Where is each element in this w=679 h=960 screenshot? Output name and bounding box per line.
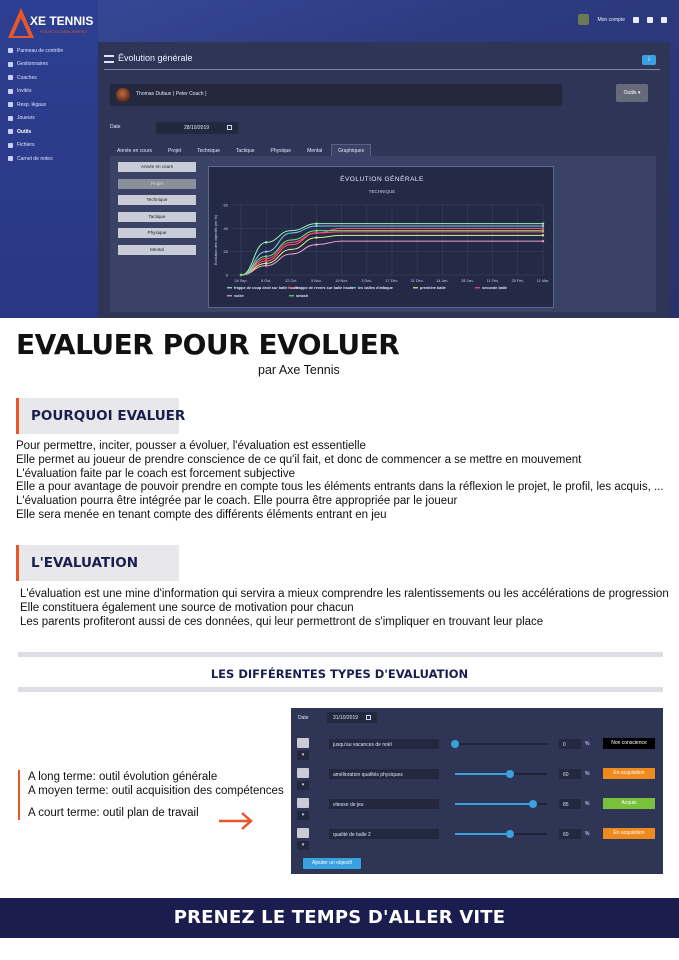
sidebar-item-panneau[interactable]: Panneau de contrôle bbox=[8, 44, 96, 58]
data-point bbox=[315, 222, 317, 224]
percent-sign: % bbox=[585, 741, 590, 747]
data-point bbox=[315, 229, 317, 231]
data-point bbox=[265, 250, 267, 252]
tab-mental[interactable]: Mental bbox=[307, 148, 323, 154]
chevron-down-icon[interactable]: ▾ bbox=[297, 811, 309, 820]
user-icon bbox=[8, 62, 13, 67]
date-label: Date bbox=[298, 715, 309, 721]
sidebar-item-coaches[interactable]: Coaches bbox=[8, 71, 96, 85]
x-tick-label: 17 Déc. bbox=[385, 279, 399, 283]
types-title: LES DIFFÉRENTES TYPES D'EVALUATION bbox=[210, 667, 469, 681]
y-tick-label: 20 bbox=[223, 249, 228, 255]
objective-row bbox=[291, 798, 663, 824]
tab-graphiques[interactable]: Graphiques bbox=[331, 144, 371, 158]
percent-sign: % bbox=[585, 831, 590, 837]
notebook-icon bbox=[8, 156, 13, 161]
data-point bbox=[265, 264, 267, 266]
sidebar-item-outils[interactable]: Outils bbox=[8, 125, 96, 139]
chevron-down-icon[interactable]: ▾ bbox=[297, 841, 309, 850]
legend-label: seconde balle bbox=[482, 286, 508, 290]
x-tick-label: 11 Fév. bbox=[486, 279, 499, 283]
objective-value[interactable]: 85 bbox=[559, 799, 581, 809]
sidebar-item-joueurs[interactable]: Joueurs bbox=[8, 112, 96, 126]
outils-button[interactable]: Outils ▾ bbox=[616, 84, 648, 102]
dashboard-icon bbox=[8, 48, 13, 53]
data-point bbox=[265, 257, 267, 259]
sidebar bbox=[0, 0, 98, 318]
section1-text: Pour permettre, inciter, pousser a évoluer, l'évaluation est essentielle Elle permet au joueur de prendre conscience de ce qu'il fait, et donc de commencer a se mettre en mouvement L'évaluation faite par le coach est forcement subjective Elle a pour avantage de pouvoir prendre en compte tous les éléments entrants dans la réflexion le projet, le profil, les acquis, ... L'évaluation pourra être intégrée par le coach. Elle pourra être appropriée par le joueur Elle sera menée en tenant compte des différents éléments entrant en jeu bbox=[16, 440, 664, 521]
section2-text: L'évaluation est une mine d'information qui servira a mieux comprendre les ralentissements ou les accélérations de progression Elle constituera également une source de motivation pour chacun Les parents profiteront aussi de ces données, qui leur permettront de s'impliquer en trouvant leur place bbox=[20, 588, 669, 628]
y-tick-label: 60 bbox=[223, 202, 228, 208]
legend-label: frappe de revers sur balle haute bbox=[296, 286, 354, 290]
date-input[interactable]: 31/10/2019 bbox=[327, 712, 377, 723]
line-chart bbox=[209, 167, 555, 309]
data-point bbox=[542, 240, 544, 242]
percent-sign: % bbox=[585, 801, 590, 807]
objective-name[interactable]: qualité de balle 2 bbox=[329, 829, 439, 839]
chart-btn-mental[interactable]: Mental bbox=[118, 245, 196, 255]
sidebar-item-invites[interactable]: Invités bbox=[8, 85, 96, 99]
app-screenshot bbox=[0, 0, 679, 318]
chevron-down-icon[interactable]: ▾ bbox=[297, 781, 309, 790]
x-tick-label: 28 Jan. bbox=[461, 279, 474, 283]
data-point bbox=[542, 225, 544, 227]
y-axis-label: Evolution des objectifs (en %) bbox=[214, 214, 218, 266]
data-point bbox=[240, 274, 242, 276]
user-icon bbox=[8, 116, 13, 121]
x-tick-label: 22 Oct. bbox=[285, 279, 298, 283]
sidebar-nav bbox=[8, 44, 96, 166]
chart-btn-annee[interactable]: Année en cours bbox=[118, 162, 196, 172]
progress-slider[interactable] bbox=[455, 803, 547, 805]
topbar-right bbox=[578, 14, 667, 25]
notification-icon[interactable] bbox=[633, 17, 639, 23]
percent-sign: % bbox=[585, 771, 590, 777]
sidebar-item-carnet[interactable]: Carnet de notes bbox=[8, 152, 96, 166]
objective-value[interactable]: 0 bbox=[559, 739, 581, 749]
data-point bbox=[315, 232, 317, 234]
data-point bbox=[542, 229, 544, 231]
legend-label: les balles d'attaque bbox=[358, 286, 393, 290]
info-button[interactable]: i bbox=[642, 55, 656, 65]
data-point bbox=[315, 236, 317, 238]
divider bbox=[18, 687, 663, 692]
chart-subtitle: TECHNIQUE bbox=[368, 189, 396, 194]
account-link[interactable]: Mon compte bbox=[597, 16, 625, 23]
x-tick-label: 24 Sep. bbox=[234, 279, 248, 283]
terms-list: A long terme: outil évolution générale A moyen terme: outil acquisition des compétences A court terme: outil plan de travail bbox=[18, 770, 284, 820]
chevron-down-icon[interactable]: ▾ bbox=[297, 751, 309, 760]
edit-icon[interactable] bbox=[297, 798, 309, 808]
tools-icon bbox=[8, 129, 13, 134]
file-icon bbox=[8, 143, 13, 148]
sidebar-item-resp-legaux[interactable]: Resp. lègaux bbox=[8, 98, 96, 112]
objective-row bbox=[291, 768, 663, 794]
tab-tactique[interactable]: Tactique bbox=[235, 148, 255, 154]
status-badge: Non conscience bbox=[603, 738, 655, 749]
x-tick-label: 5 Nov. bbox=[311, 279, 322, 283]
page-title: Évolution générale bbox=[118, 53, 193, 63]
slider-knob[interactable] bbox=[529, 800, 537, 808]
x-tick-label: 8 Oct. bbox=[261, 279, 272, 283]
x-tick-label: 25 Fév. bbox=[511, 279, 525, 283]
tab-physique[interactable]: Physique bbox=[270, 148, 292, 154]
data-point bbox=[542, 222, 544, 224]
logo-text: XE TENNIS bbox=[30, 14, 94, 28]
logo-subtitle: POUR GLOBALEMENT bbox=[40, 29, 88, 34]
player-name: Thomas Dufaux ( Peter Coach ) bbox=[136, 91, 207, 97]
objective-row bbox=[291, 738, 663, 764]
data-point bbox=[265, 255, 267, 257]
objective-name[interactable]: jusqu'au vacances de noël bbox=[329, 739, 439, 749]
calendar-icon[interactable] bbox=[366, 715, 371, 720]
page-header bbox=[104, 52, 660, 70]
objective-name[interactable]: vitesse de jeu bbox=[329, 799, 439, 809]
slider-knob[interactable] bbox=[451, 740, 459, 748]
chart-selector bbox=[118, 162, 196, 261]
section-heading: L'EVALUATION bbox=[16, 545, 179, 581]
data-point bbox=[315, 225, 317, 227]
legend-label: volée bbox=[234, 294, 244, 298]
x-tick-label: 11 Mar. bbox=[536, 279, 550, 283]
objective-value[interactable]: 60 bbox=[559, 769, 581, 779]
y-tick-label: 0 bbox=[225, 272, 228, 278]
add-objective-button[interactable]: Ajouter un objectif bbox=[303, 858, 361, 869]
arrow-right-icon bbox=[218, 811, 254, 831]
date-label: Date bbox=[110, 124, 121, 130]
calendar-icon[interactable] bbox=[227, 125, 232, 130]
player-avatar bbox=[116, 88, 130, 102]
legend-label: première balle bbox=[420, 286, 446, 290]
legend-label: smash bbox=[296, 294, 309, 298]
tab-annee[interactable]: Année en cours bbox=[117, 148, 153, 154]
main-panel bbox=[98, 42, 670, 318]
settings-icon[interactable] bbox=[647, 17, 653, 23]
avatar[interactable] bbox=[578, 14, 589, 25]
sidebar-item-fichiers[interactable]: Fichiers bbox=[8, 139, 96, 153]
user-icon bbox=[8, 89, 13, 94]
sidebar-item-gestionnaires[interactable]: Gestionnaires bbox=[8, 58, 96, 72]
status-badge: Acquis bbox=[603, 798, 655, 809]
data-point bbox=[542, 234, 544, 236]
progress-slider[interactable] bbox=[455, 743, 547, 745]
edit-icon[interactable] bbox=[297, 828, 309, 838]
slider-knob[interactable] bbox=[506, 770, 514, 778]
data-point bbox=[542, 227, 544, 229]
data-point bbox=[315, 243, 317, 245]
objective-value[interactable]: 60 bbox=[559, 829, 581, 839]
data-point bbox=[265, 260, 267, 262]
logout-icon[interactable] bbox=[661, 17, 667, 23]
document bbox=[0, 318, 679, 960]
status-badge: En acquisition bbox=[603, 768, 655, 779]
doc-title: EVALUER POUR EVOLUER bbox=[16, 328, 400, 361]
y-tick-label: 40 bbox=[223, 225, 228, 231]
chart-btn-tactique[interactable]: Tactique bbox=[118, 212, 196, 222]
status-badge: En acquisition bbox=[603, 828, 655, 839]
edit-icon[interactable] bbox=[297, 768, 309, 778]
data-point bbox=[265, 241, 267, 243]
progress-slider[interactable] bbox=[455, 773, 547, 775]
x-tick-label: 31 Déc. bbox=[410, 279, 424, 283]
chart-container bbox=[208, 166, 554, 308]
divider bbox=[18, 652, 663, 657]
chart-btn-technique[interactable]: Technique bbox=[118, 195, 196, 205]
slider-knob[interactable] bbox=[506, 830, 514, 838]
player-bar[interactable] bbox=[110, 84, 562, 106]
doc-subtitle: par Axe Tennis bbox=[258, 363, 340, 377]
tab-projet[interactable]: Projet bbox=[168, 148, 182, 154]
sliders-icon bbox=[104, 55, 114, 63]
progress-slider[interactable] bbox=[455, 833, 547, 835]
users-icon bbox=[8, 102, 13, 107]
user-icon bbox=[8, 75, 13, 80]
tab-panel bbox=[110, 156, 656, 312]
chart-btn-projet[interactable]: Projet bbox=[118, 179, 196, 189]
objective-row bbox=[291, 828, 663, 854]
evaluation-tool-screenshot bbox=[291, 708, 663, 874]
edit-icon[interactable] bbox=[297, 738, 309, 748]
data-point bbox=[265, 262, 267, 264]
date-input[interactable]: 28/10/2019 bbox=[156, 122, 238, 134]
chart-btn-physique[interactable]: Physique bbox=[118, 228, 196, 238]
chart-title: ÉVOLUTION GÉNÉRALE bbox=[340, 176, 424, 183]
section-heading: POURQUOI EVALUER bbox=[16, 398, 179, 434]
objective-name[interactable]: amélioration qualités physiques bbox=[329, 769, 439, 779]
footer-banner: PRENEZ LE TEMPS D'ALLER VITE bbox=[0, 898, 679, 938]
logo bbox=[8, 6, 92, 42]
x-tick-label: 3 Déc. bbox=[361, 279, 373, 283]
x-tick-label: 14 Jan. bbox=[436, 279, 449, 283]
tab-technique[interactable]: Technique bbox=[197, 148, 220, 154]
legend-label: frappe de coup droit sur balle haute bbox=[234, 286, 299, 290]
x-tick-label: 19 Nov. bbox=[335, 279, 349, 283]
